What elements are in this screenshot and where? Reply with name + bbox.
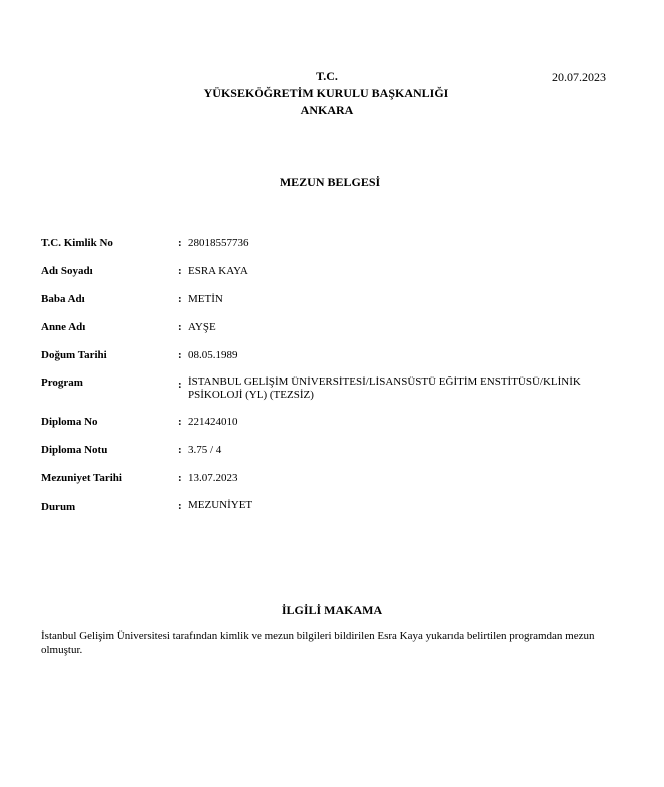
field-value: AYŞE (188, 321, 216, 333)
header-institution: YÜKSEKÖĞRETİM KURULU BAŞKANLIĞI (203, 86, 449, 100)
header-country: T.C. (316, 69, 338, 83)
field-colon: : (178, 379, 182, 391)
document-title: MEZUN BELGESİ (279, 175, 381, 189)
field-label: Anne Adı (41, 321, 86, 333)
document-date: 20.07.2023 (552, 70, 606, 84)
field-value: MEZUNİYET (188, 499, 253, 511)
field-label: Mezuniyet Tarihi (41, 472, 122, 484)
field-value: ESRA KAYA (188, 265, 248, 277)
field-value: 221424010 (188, 416, 238, 428)
field-colon: : (178, 349, 182, 361)
field-value: 28018557736 (188, 237, 249, 249)
field-colon: : (178, 321, 182, 333)
field-colon: : (178, 237, 182, 249)
field-colon: : (178, 444, 182, 456)
field-colon: : (178, 500, 182, 512)
field-colon: : (178, 472, 182, 484)
recipient-body: İstanbul Gelişim Üniversitesi tarafından kimlik ve mezun bilgileri bildirilen Esra Kaya yukarıda belirtilen programdan mezun olmuştur. (41, 630, 595, 656)
program-line-2: PSİKOLOJİ (YL) (TEZSİZ) (188, 389, 314, 401)
field-value (188, 376, 618, 402)
field-colon: : (178, 293, 182, 305)
field-value: 13.07.2023 (188, 472, 238, 484)
field-value: 08.05.1989 (188, 349, 238, 361)
field-label: Durum (41, 501, 76, 513)
field-label: T.C. Kimlik No (41, 237, 113, 249)
field-label: Diploma No (41, 416, 98, 428)
header-city: ANKARA (300, 103, 354, 117)
field-value: 3.75 / 4 (188, 444, 222, 456)
program-line-1: İSTANBUL GELİŞİM ÜNİVERSİTESİ/LİSANSÜSTÜ EĞİTİM ENSTİTÜSÜ/KLİNİK (188, 376, 581, 388)
field-label: Doğum Tarihi (41, 349, 107, 361)
field-colon: : (178, 416, 182, 428)
field-label: Adı Soyadı (41, 265, 93, 277)
field-label: Baba Adı (41, 293, 85, 305)
field-value: METİN (188, 293, 223, 305)
field-colon: : (178, 265, 182, 277)
field-label: Diploma Notu (41, 444, 108, 456)
field-label: Program (41, 377, 83, 389)
recipient-title: İLGİLİ MAKAMA (281, 603, 383, 617)
